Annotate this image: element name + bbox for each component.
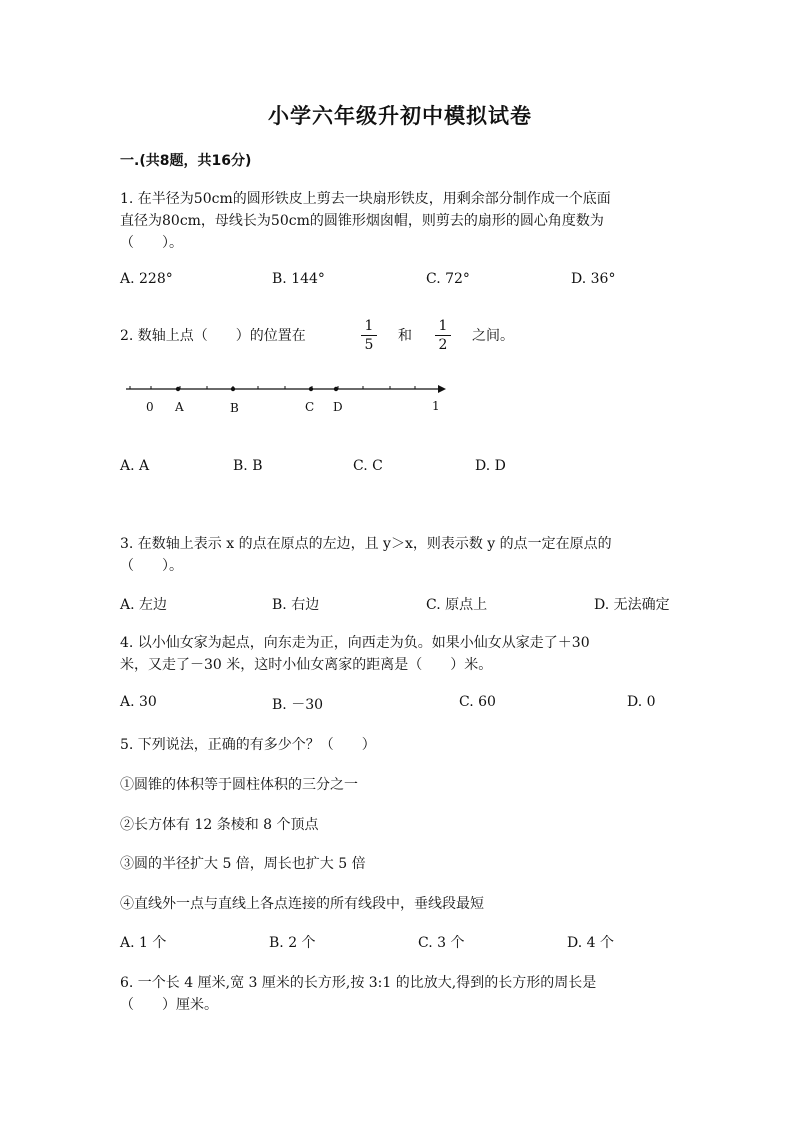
fraction-1-numerator: 1 — [361, 318, 377, 336]
number-line-label-0: 0 — [146, 400, 154, 414]
number-line — [120, 378, 460, 398]
question-1-option-c: C. 72° — [426, 271, 470, 287]
number-line-label-b: B — [230, 401, 239, 415]
question-1-line-1: 1. 在半径为50cm的圆形铁皮上剪去一块扇形铁皮，用剩余部分制作成一个底面 — [120, 191, 611, 207]
question-3-option-c: C. 原点上 — [426, 597, 488, 613]
question-1-line-3: （ ）。 — [120, 235, 183, 251]
section-heading: 一.(共8题，共16分) — [120, 153, 252, 169]
fraction-2-denominator: 2 — [438, 337, 448, 353]
question-4 — [120, 632, 680, 676]
fraction-one-fifth — [361, 318, 377, 353]
number-line-point-b — [231, 387, 235, 391]
question-4-option-d: D. 0 — [627, 694, 656, 710]
number-line-label-d: D — [333, 400, 343, 414]
number-line-point-c — [309, 387, 313, 391]
question-6-line-1: 6. 一个长 4 厘米,宽 3 厘米的长方形,按 3:1 的比放大,得到的长方形的周长是 — [120, 975, 597, 991]
question-3-option-d: D. 无法确定 — [594, 597, 670, 613]
question-5-option-c: C. 3 个 — [418, 935, 465, 951]
question-3-line-1: 3. 在数轴上表示 x 的点在原点的左边，且 y＞x，则表示数 y 的点一定在原点的 — [120, 536, 612, 552]
question-3 — [120, 533, 680, 577]
question-2-stem-b: 和 — [398, 328, 412, 344]
number-line-point-a — [176, 387, 180, 391]
question-4-option-b: B. －30 — [272, 697, 324, 713]
question-4-line-2: 米，又走了－30 米，这时小仙女离家的距离是（ ）米。 — [120, 657, 493, 673]
fraction-one-half — [435, 318, 451, 353]
question-1-option-b: B. 144° — [272, 271, 325, 287]
number-line-arrow — [438, 385, 446, 393]
question-1-line-2: 直径为80cm，母线长为50cm的圆锥形烟囱帽，则剪去的扇形的圆心角度数为 — [120, 213, 604, 229]
question-2-option-a: A. A — [120, 458, 150, 474]
question-5-statement-3: ③圆的半径扩大 5 倍，周长也扩大 5 倍 — [120, 856, 366, 872]
question-1-option-d: D. 36° — [571, 271, 616, 287]
question-6-line-2: （ ）厘米。 — [120, 997, 218, 1013]
question-6 — [120, 972, 680, 1016]
question-1 — [120, 188, 680, 254]
question-5-option-a: A. 1 个 — [120, 935, 167, 951]
question-2-option-d: D. D — [475, 458, 506, 474]
question-3-option-a: A. 左边 — [120, 597, 168, 613]
question-5-statement-4: ④直线外一点与直线上各点连接的所有线段中，垂线段最短 — [120, 896, 484, 912]
question-5-statement-1: ①圆锥的体积等于圆柱体积的三分之一 — [120, 777, 358, 793]
fraction-2-numerator: 1 — [435, 318, 451, 336]
question-5-option-d: D. 4 个 — [567, 935, 614, 951]
number-line-label-1: 1 — [432, 399, 440, 413]
fraction-1-denominator: 5 — [364, 337, 374, 353]
question-2-option-c: C. C — [353, 458, 383, 474]
page-title: 小学六年级升初中模拟试卷 — [268, 104, 532, 128]
question-4-option-a: A. 30 — [120, 694, 157, 710]
question-5-stem: 5. 下列说法，正确的有多少个？（ ） — [120, 737, 376, 753]
number-line-label-a: A — [175, 400, 184, 414]
question-4-line-1: 4. 以小仙女家为起点，向东走为正，向西走为负。如果小仙女从家走了＋30 — [120, 635, 590, 651]
question-1-option-a: A. 228° — [120, 271, 173, 287]
question-3-line-2: （ ）。 — [120, 558, 183, 574]
question-4-option-c: C. 60 — [459, 694, 496, 710]
number-line-label-c: C — [305, 400, 315, 414]
question-2-stem-a: 2. 数轴上点（ ）的位置在 — [120, 328, 306, 344]
question-5-option-b: B. 2 个 — [269, 935, 316, 951]
question-2-stem-c: 之间。 — [472, 328, 514, 344]
question-5-statement-2: ②长方体有 12 条棱和 8 个顶点 — [120, 817, 319, 833]
question-3-option-b: B. 右边 — [272, 597, 320, 613]
number-line-point-d — [334, 387, 338, 391]
question-2-option-b: B. B — [233, 458, 263, 474]
